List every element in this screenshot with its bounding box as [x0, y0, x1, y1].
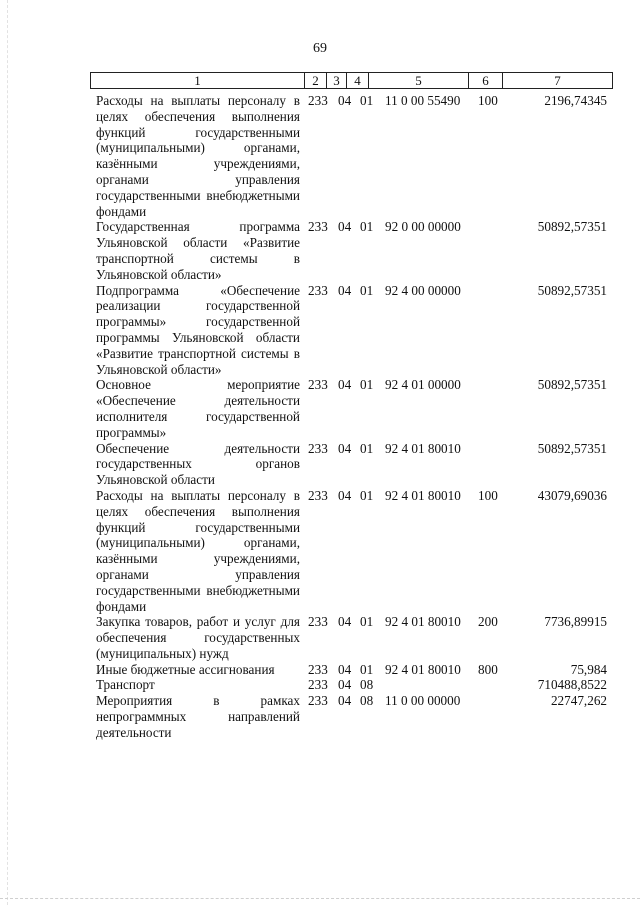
row-name: Подпрограмма «Обеспечение реализации государственной программы» государственной программы Ульяновской области «Развитие транспортной системы в Ульяновской области»: [96, 282, 300, 377]
row-code-2: 233: [308, 440, 328, 456]
row-code-5: 92 0 00 00000: [385, 219, 461, 235]
row-code-6: 200: [478, 614, 498, 630]
row-amount: 50892,57351: [537, 219, 607, 235]
row-code-4: 01: [360, 614, 374, 630]
row-amount: 7736,89915: [544, 614, 607, 630]
row-code-2: 233: [308, 661, 328, 677]
row-code-2: 233: [308, 219, 328, 235]
row-name: Расходы на выплаты персоналу в целях обеспечения выполнения функций государственными (муниципальными) органами, казёнными учреждениями, органами управления государственными внебюджетными фондами: [96, 487, 300, 614]
row-name: Мероприятия в рамках непрограммных направлений деятельности: [96, 693, 300, 740]
row-code-6: 100: [478, 487, 498, 503]
row-code-2: 233: [308, 614, 328, 630]
row-name: Закупка товаров, работ и услуг для обеспечения государственных (муниципальных) нужд: [96, 614, 300, 661]
page-number: 69: [313, 41, 327, 56]
row-code-3: 04: [338, 487, 352, 503]
row-code-4: 01: [360, 219, 374, 235]
row-amount: 75,984: [570, 661, 607, 677]
table-row: [0, 441, 640, 488]
row-amount: 50892,57351: [537, 377, 607, 393]
table-row: [0, 93, 640, 219]
row-code-3: 04: [338, 614, 352, 630]
column-header-6: 6: [469, 73, 503, 89]
row-code-5: 92 4 01 80010: [385, 661, 461, 677]
column-header-1: 1: [91, 73, 305, 89]
row-code-3: 04: [338, 282, 352, 298]
row-code-5: 92 4 00 00000: [385, 282, 461, 298]
table-body: [0, 93, 640, 741]
row-code-6: 800: [478, 661, 498, 677]
row-name: Транспорт: [96, 677, 155, 693]
row-name: Государственная программа Ульяновской области «Развитие транспортной системы в Ульяновской области»: [96, 219, 300, 282]
row-amount: 710488,8522: [537, 677, 607, 693]
row-name: Обеспечение деятельности государственных органов Ульяновской области: [96, 440, 300, 488]
row-code-3: 04: [338, 440, 352, 456]
row-code-4: 08: [360, 693, 374, 709]
row-code-5: 92 4 01 80010: [385, 440, 461, 456]
row-code-5: 92 4 01 80010: [385, 614, 461, 630]
row-code-3: 04: [338, 377, 352, 393]
table-row: [0, 614, 640, 661]
table-row: [0, 662, 640, 678]
table-row: [0, 488, 640, 614]
row-code-2: 233: [308, 282, 328, 298]
column-header-4: 4: [347, 73, 369, 89]
row-amount: 22747,262: [550, 693, 607, 709]
row-code-3: 04: [338, 661, 352, 677]
row-code-5: 92 4 01 80010: [385, 487, 461, 503]
row-code-4: 08: [360, 677, 374, 693]
row-code-6: 100: [478, 93, 498, 108]
row-code-4: 01: [360, 93, 374, 108]
column-header-7: 7: [503, 73, 613, 89]
row-name: Иные бюджетные ассигнования: [96, 661, 275, 677]
row-code-2: 233: [308, 93, 328, 108]
row-code-5: 92 4 01 00000: [385, 377, 461, 393]
row-code-5: 11 0 00 55490: [385, 93, 461, 108]
row-code-5: 11 0 00 00000: [385, 693, 461, 709]
row-code-3: 04: [338, 693, 352, 709]
row-code-2: 233: [308, 677, 328, 693]
row-amount: 43079,69036: [537, 487, 607, 503]
row-code-3: 04: [338, 219, 352, 235]
column-header-3: 3: [327, 73, 347, 89]
row-code-3: 04: [338, 677, 352, 693]
row-code-2: 233: [308, 377, 328, 393]
row-name: Расходы на выплаты персоналу в целях обеспечения выполнения функций государственными (муниципальными) органами, казёнными учреждениями, органами управления государственными внебюджетными фондами: [96, 93, 300, 219]
row-amount: 2196,74345: [544, 93, 607, 108]
table-row: [0, 677, 640, 693]
row-amount: 50892,57351: [537, 282, 607, 298]
column-header-5: 5: [369, 73, 469, 89]
table-row: [0, 377, 640, 440]
table-row: [0, 693, 640, 740]
table-header: [90, 72, 613, 89]
row-code-4: 01: [360, 282, 374, 298]
row-code-4: 01: [360, 377, 374, 393]
row-name: Основное мероприятие «Обеспечение деятельности исполнителя государственной программы»: [96, 377, 300, 440]
row-code-2: 233: [308, 693, 328, 709]
scan-bottom-edge: [0, 898, 640, 899]
column-header-2: 2: [305, 73, 327, 89]
table-row: [0, 219, 640, 282]
row-code-3: 04: [338, 93, 352, 108]
row-amount: 50892,57351: [537, 440, 607, 456]
table-row: [0, 283, 640, 378]
row-code-2: 233: [308, 487, 328, 503]
row-code-4: 01: [360, 661, 374, 677]
row-code-4: 01: [360, 487, 374, 503]
row-code-4: 01: [360, 440, 374, 456]
